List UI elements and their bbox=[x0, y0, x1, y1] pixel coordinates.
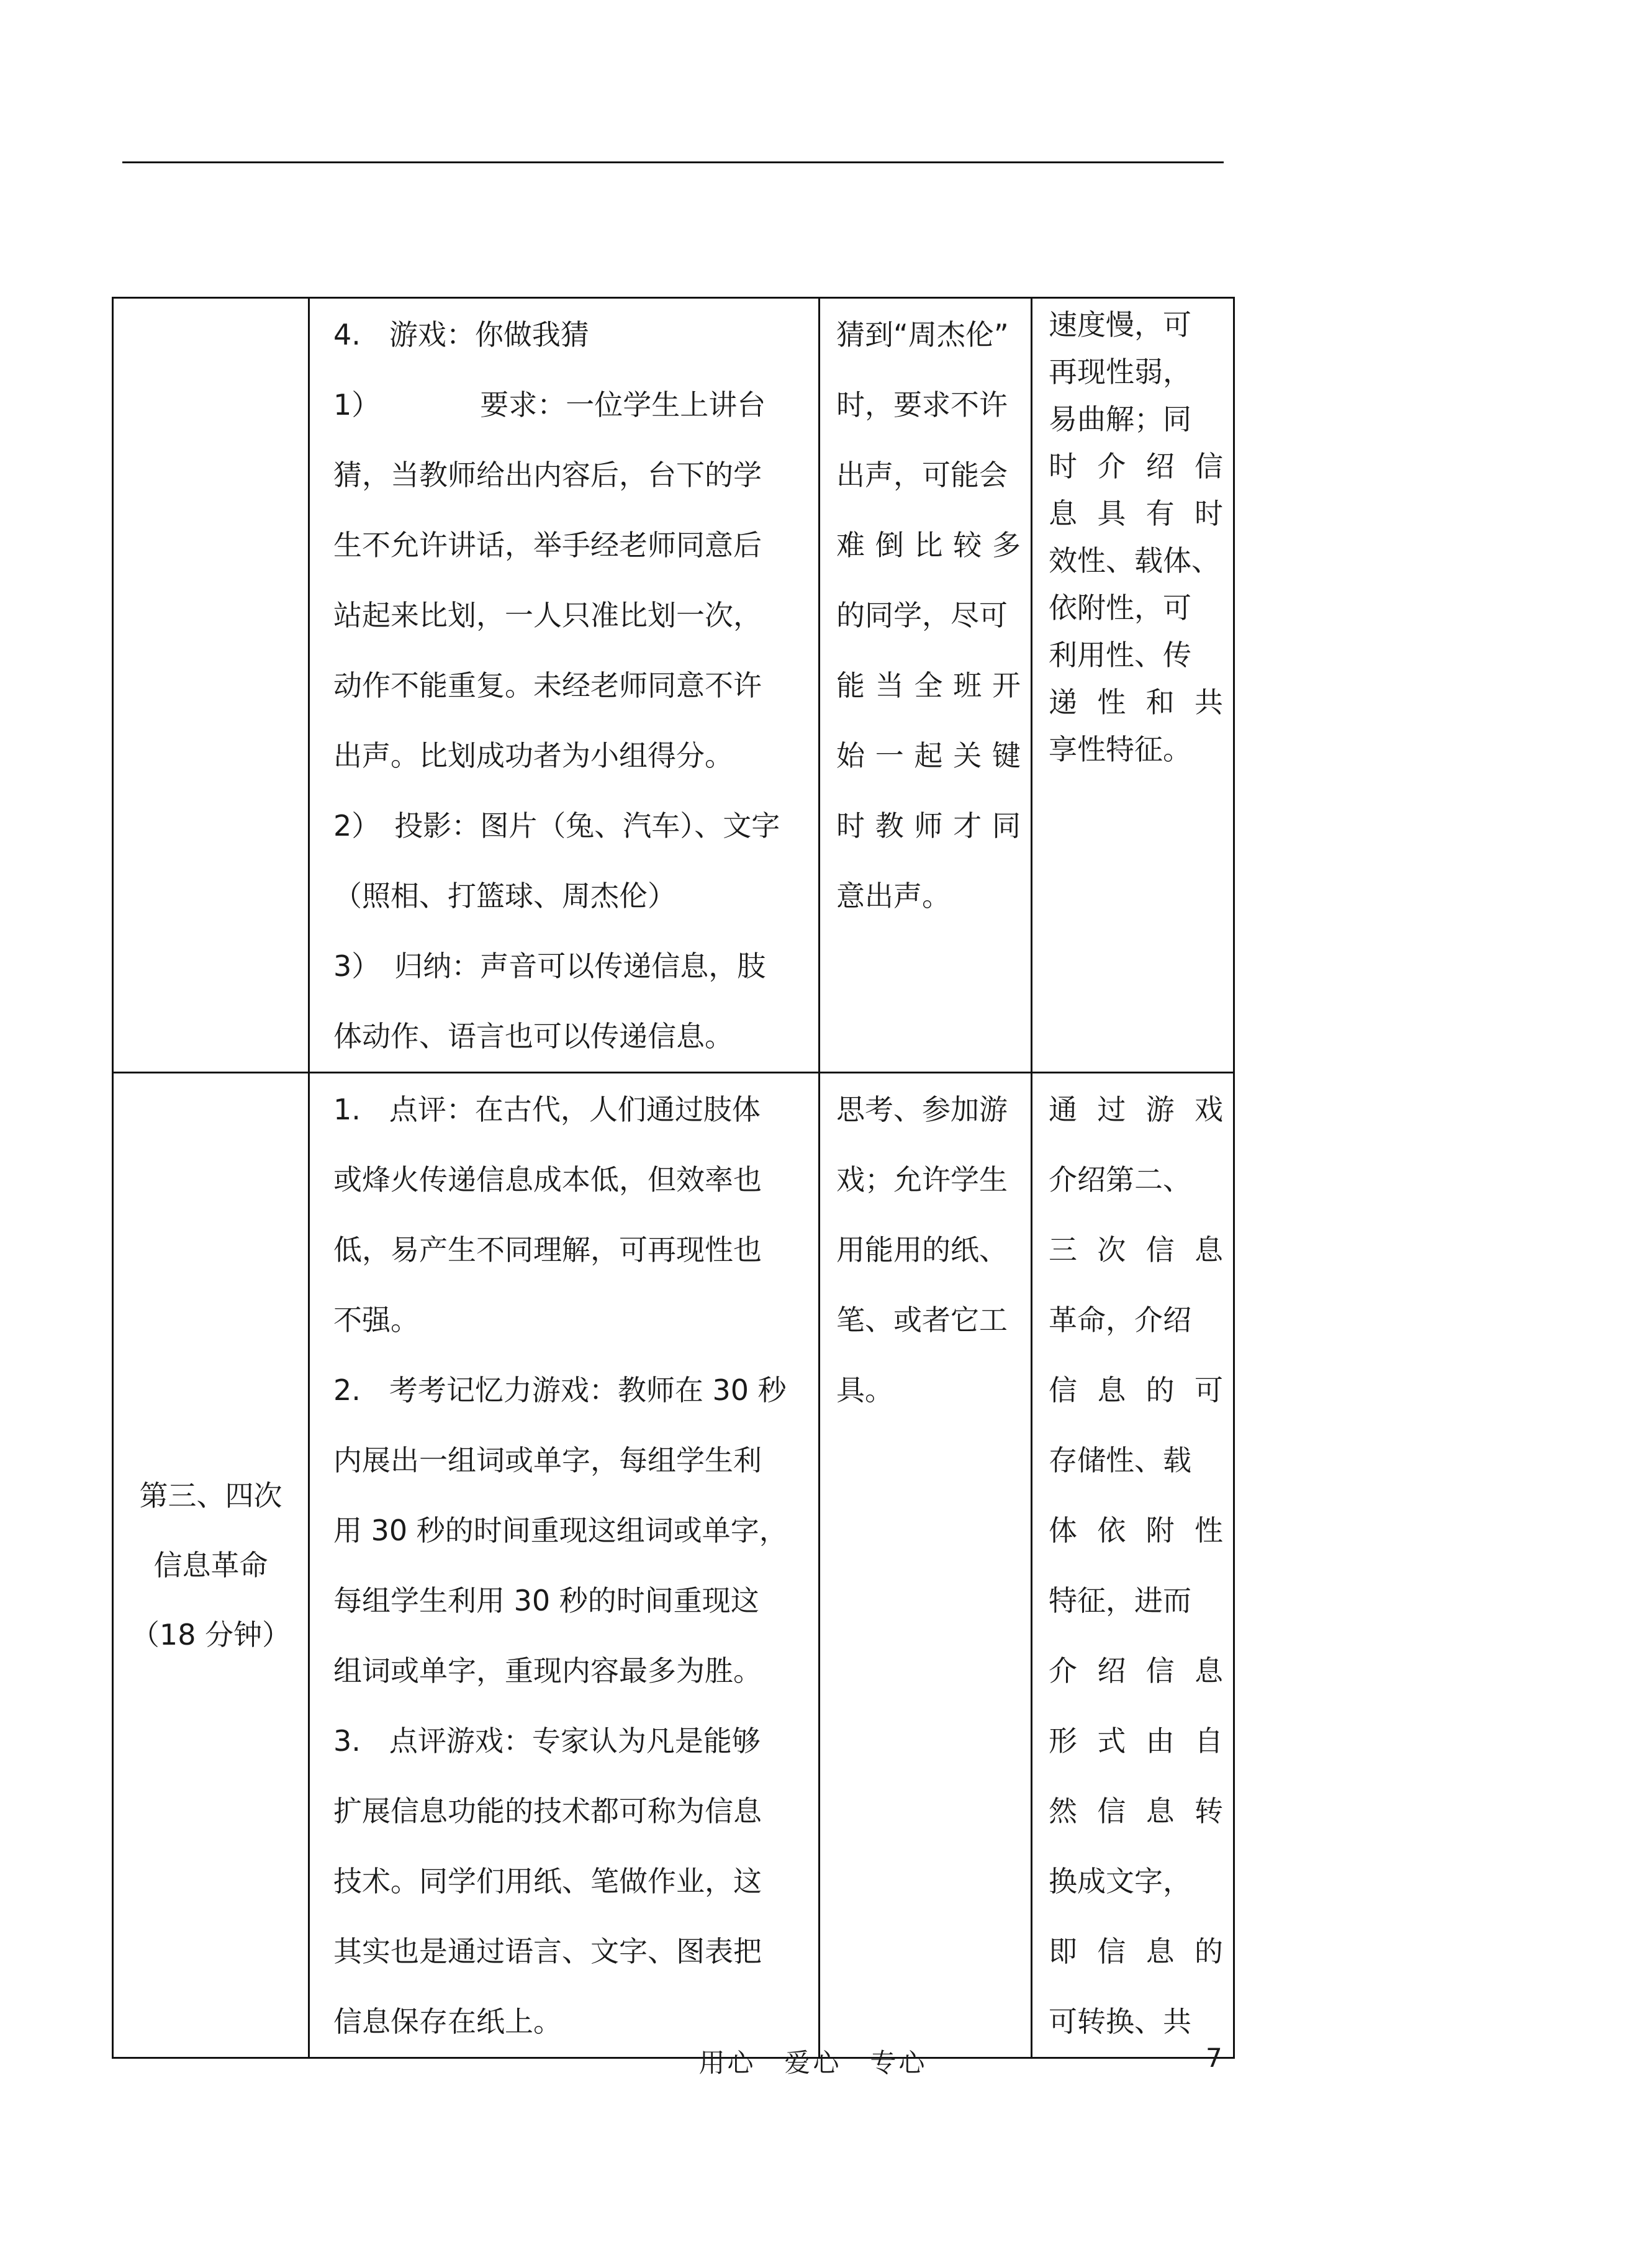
text-line: 然信息转 bbox=[1049, 1794, 1223, 1828]
text-line: 其实也是通过语言、文字、图表把 bbox=[333, 1935, 762, 1968]
design-intent-cell bbox=[1032, 298, 1234, 1073]
text-line: 利用性、传 bbox=[1049, 638, 1191, 672]
text-line: 始一起关键 bbox=[836, 739, 1021, 772]
text-line: 动作不能重复。未经老师同意不许 bbox=[333, 669, 762, 702]
text-line: 革命，介绍 bbox=[1049, 1303, 1191, 1337]
text-line: 思考、参加游 bbox=[836, 1093, 1008, 1126]
text-line: （18 分钟） bbox=[130, 1618, 291, 1651]
text-line: 每组学生利用 30 秒的时间重现这 bbox=[333, 1584, 759, 1617]
text-line: 时介绍信 bbox=[1049, 450, 1223, 483]
teacher-activity-text bbox=[310, 299, 818, 1072]
phase-cell bbox=[113, 1073, 309, 2058]
text-line: 笔、或者它工 bbox=[836, 1303, 1008, 1337]
text-line: 时，要求不许 bbox=[836, 388, 1008, 422]
teacher-activity-cell bbox=[309, 1073, 820, 2058]
student-activity-text bbox=[820, 299, 1031, 931]
text-line: 体动作、语言也可以传递信息。 bbox=[333, 1019, 733, 1053]
text-line: 1. 点评：在古代，人们通过肢体 bbox=[333, 1093, 761, 1126]
design-intent-cell bbox=[1032, 1073, 1234, 2058]
text-line: 三次信息 bbox=[1049, 1233, 1223, 1267]
text-line: 或烽火传递信息成本低，但效率也 bbox=[333, 1163, 762, 1196]
text-line: 依附性，可 bbox=[1049, 591, 1191, 625]
text-line: 体依附性 bbox=[1049, 1514, 1223, 1547]
text-line: 能当全班开 bbox=[836, 669, 1021, 702]
text-line: 内展出一组词或单字，每组学生利 bbox=[333, 1443, 762, 1477]
text-line: 信息保存在纸上。 bbox=[333, 2005, 562, 2038]
phase-cell bbox=[113, 298, 309, 1073]
teacher-activity-text bbox=[310, 1073, 818, 2057]
text-line: 难倒比较多 bbox=[836, 528, 1021, 562]
lesson-plan-table bbox=[112, 297, 1235, 2059]
text-line: 可转换、共 bbox=[1049, 2005, 1191, 2038]
text-line: 用 30 秒的时间重现这组词或单字， bbox=[333, 1514, 788, 1547]
text-line: 第三、四次 bbox=[139, 1479, 282, 1512]
table-row bbox=[113, 298, 1234, 1073]
design-intent-text bbox=[1032, 299, 1233, 773]
text-line: 3） 归纳：声音可以传递信息，肢 bbox=[333, 949, 766, 983]
text-line: 递性和共 bbox=[1049, 685, 1223, 719]
text-line: 介绍信息 bbox=[1049, 1654, 1223, 1687]
text-line: 技术。同学们用纸、笔做作业，这 bbox=[333, 1864, 762, 1898]
text-line: 猜到“周杰伦” bbox=[836, 318, 1009, 351]
text-line: 介绍第二、 bbox=[1049, 1163, 1191, 1196]
text-line: 息具有时 bbox=[1049, 497, 1223, 530]
text-line: 享性特征。 bbox=[1049, 733, 1191, 766]
header-rule bbox=[122, 161, 1224, 163]
design-intent-text bbox=[1032, 1073, 1233, 2057]
text-line: 效性、载体、 bbox=[1049, 544, 1220, 577]
student-activity-text bbox=[820, 1073, 1031, 1425]
text-line: 易曲解；同 bbox=[1049, 402, 1191, 436]
text-line: 意出声。 bbox=[836, 879, 951, 913]
text-line: 1） 要求：一位学生上讲台 bbox=[333, 388, 766, 422]
text-line: 的同学，尽可 bbox=[836, 599, 1008, 632]
text-line: 不强。 bbox=[333, 1303, 419, 1337]
text-line: 戏；允许学生 bbox=[836, 1163, 1008, 1196]
text-line: 用能用的纸、 bbox=[836, 1233, 1008, 1267]
text-line: 4. 游戏：你做我猜 bbox=[333, 318, 589, 351]
text-line: 速度慢，可 bbox=[1049, 308, 1191, 341]
text-line: （照相、打篮球、周杰伦） bbox=[333, 879, 676, 913]
text-line: 出声，可能会 bbox=[836, 458, 1008, 492]
text-line: 换成文字， bbox=[1049, 1864, 1191, 1898]
table-row bbox=[113, 1073, 1234, 2058]
text-line: 生不允许讲话，举手经老师同意后 bbox=[333, 528, 762, 562]
text-line: 再现性弱， bbox=[1049, 355, 1191, 389]
text-line: 即信息的 bbox=[1049, 1935, 1223, 1968]
text-line: 2） 投影：图片（兔、汽车）、文字 bbox=[333, 809, 780, 843]
text-line: 时教师才同 bbox=[836, 809, 1021, 843]
text-line: 具。 bbox=[836, 1373, 893, 1407]
text-line: 信息的可 bbox=[1049, 1373, 1223, 1407]
text-line: 扩展信息功能的技术都可称为信息 bbox=[333, 1794, 762, 1828]
page-number: 7 bbox=[1206, 2043, 1222, 2073]
text-line: 通过游戏 bbox=[1049, 1093, 1223, 1126]
text-line: 2. 考考记忆力游戏：教师在 30 秒 bbox=[333, 1373, 787, 1407]
phase-title bbox=[114, 1461, 308, 1669]
teacher-activity-cell bbox=[309, 298, 820, 1073]
footer-motto: 用心 爱心 专心 bbox=[698, 2048, 928, 2078]
text-line: 3. 点评游戏：专家认为凡是能够 bbox=[333, 1724, 761, 1758]
text-line: 组词或单字，重现内容最多为胜。 bbox=[333, 1654, 762, 1687]
text-line: 出声。比划成功者为小组得分。 bbox=[333, 739, 733, 772]
text-line: 低，易产生不同理解，可再现性也 bbox=[333, 1233, 762, 1267]
text-line: 存储性、载 bbox=[1049, 1443, 1191, 1477]
text-line: 特征，进而 bbox=[1049, 1584, 1191, 1617]
student-activity-cell bbox=[820, 1073, 1032, 2058]
student-activity-cell bbox=[820, 298, 1032, 1073]
text-line: 站起来比划，一人只准比划一次， bbox=[333, 599, 762, 632]
text-line: 形式由自 bbox=[1049, 1724, 1223, 1758]
text-line: 猜，当教师给出内容后，台下的学 bbox=[333, 458, 762, 492]
text-line: 信息革命 bbox=[153, 1548, 268, 1582]
